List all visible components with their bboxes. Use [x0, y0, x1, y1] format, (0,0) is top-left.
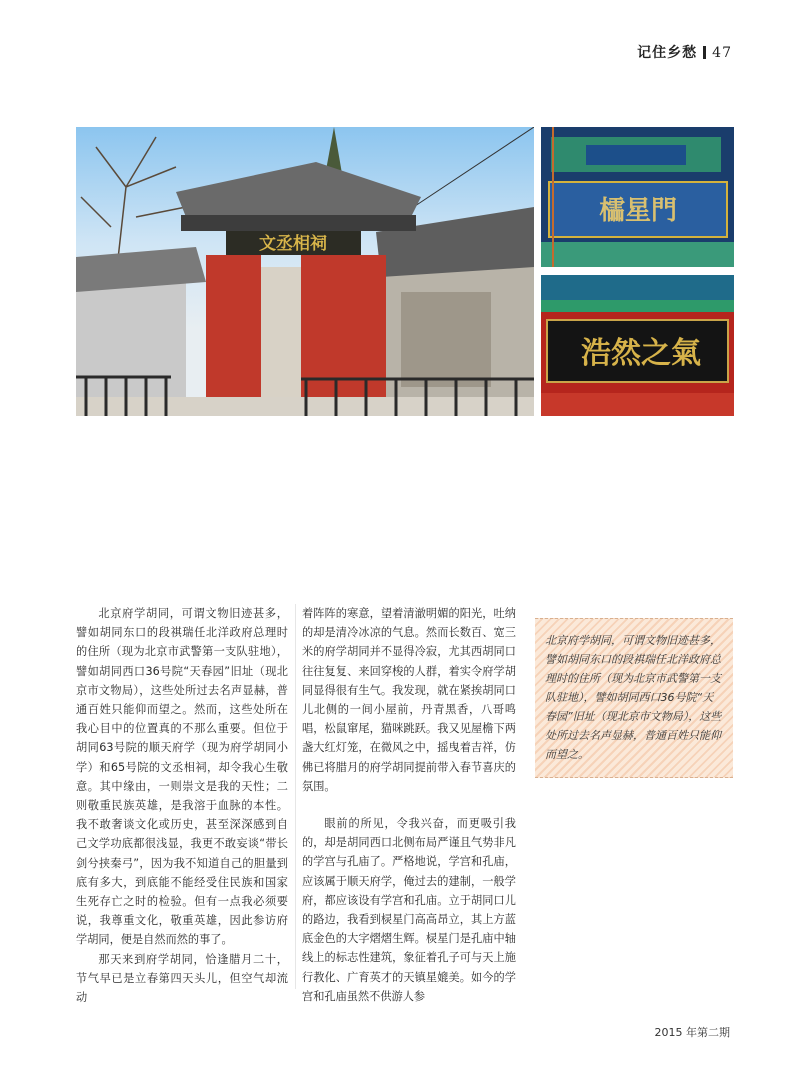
paragraph: 着阵阵的寒意，望着清澈明媚的阳光，吐纳的却是清冷冰凉的气息。然而长数百、宽三米的府学胡同并不显得冷寂，尤其西胡同口往往复复、来回穿梭的人群，着实令府学胡同显得很有生气。我发现，就在紧挨胡同口儿北侧的一间小屋前，丹青黑香，八哥鸣唱，松鼠窜尾，猫咪跳跃。我又见屋檐下两盏大红灯笼，在微风之中，摇曳着吉祥，仿佛已将腊月的府学胡同提前带入春节喜庆的氛围。 [302, 607, 516, 793]
header-divider [703, 46, 706, 59]
left-roof [76, 247, 206, 292]
plaque-wall [541, 393, 734, 416]
issue-footer: 2015 年第二期 [654, 1026, 730, 1039]
gate-plaque-text: 文丞相祠 [259, 234, 327, 254]
sign-text: 櫺星門 [598, 196, 678, 226]
gate-photo [76, 127, 534, 416]
page-number: 47 [712, 45, 732, 61]
gate-roof [176, 162, 421, 217]
plaque-eave-band [541, 300, 734, 312]
section-title: 记住乡愁 [637, 45, 698, 61]
haoran-plaque-photo [541, 275, 734, 416]
left-wall [76, 277, 186, 416]
paragraph: 北京府学胡同，可谓文物旧迹甚多，譬如胡同东口的段祺瑞任北洋政府总理时的住所（现为北京市武警第一支队驻地），譬如胡同西口36号院“天春园”旧址（现北京市文物局），这些处所过去名声显赫，普通百姓只能仰而望之。然而，这些处所在我心目中的位置真的不那么重要。但位于胡同63号院的顺天府学（现为府学胡同小学）和65号院的文丞相祠，却令我心生敬意。其中缘由，一则崇文是我的天性；二则敬重民族英雄，是我溶于血脉的本性。我不敢奢谈文化或历史，甚至深深感到自己文学功底都很浅显，我更不敢妄谈“带长剑兮挟秦弓”，因为我不知道自己的胆量到底有多大，到底能不能经受住民族和国家生死存亡之时的检验。但有一点我必须要说，我尊重文化，敬重英雄，因此参访府学胡同，便是自然而然的事了。 [76, 607, 288, 947]
gate-left-pillar [206, 255, 261, 405]
sign-top-inlay [586, 145, 686, 165]
pull-quote-text: 北京府学胡同，可谓文物旧迹甚多，譬如胡同东口的段祺瑞任北洋政府总理时的住所（现为北京市武警第一支队驻地），譬如胡同西口36号院“天春园”旧址（现北京市文物局），这些处所过去名声显赫，普通百姓只能仰而望之。 [545, 634, 722, 761]
paragraph: 眼前的所见，令我兴奋，而更吸引我的，却是胡同西口北侧布局严谨且气势非凡的学宫与孔庙了。严格地说，学宫和孔庙，应该属于顺天府学，俺过去的建制，一般学府，都应该设有学宫和孔庙。立于胡同口儿的路边，我看到棂星门高高昂立，其上方蓝底金色的大字熠熠生辉。棂星门是孔庙中轴线上的标志性建筑，象征着孔子可与天上施行教化、广育英才的天镇星媲美。如今的学宫和孔庙虽然不供游人参 [302, 817, 516, 1003]
right-door [401, 292, 491, 387]
pull-quote-box [535, 618, 733, 778]
sign-bottom-band [541, 242, 734, 267]
paragraph: 那天来到府学胡同，恰逢腊月二十，节气早已是立春第四天头儿，但空气却流动 [76, 952, 288, 1005]
plaque-eave [541, 275, 734, 300]
gate-illustration [76, 127, 534, 416]
gate-eave [181, 215, 416, 231]
text-column-2 [302, 604, 516, 1006]
power-line [406, 127, 534, 212]
gate-opening [261, 267, 301, 405]
plaque-text: 浩然之氣 [581, 336, 701, 371]
plaque-illustration [541, 275, 734, 416]
lingxing-sign-photo [541, 127, 734, 267]
page-header [637, 42, 732, 62]
text-column-1 [76, 604, 288, 1007]
sign-illustration [541, 127, 734, 267]
column-divider [295, 604, 296, 989]
gate-right-pillar [301, 255, 386, 405]
paragraph-gap [302, 796, 516, 814]
